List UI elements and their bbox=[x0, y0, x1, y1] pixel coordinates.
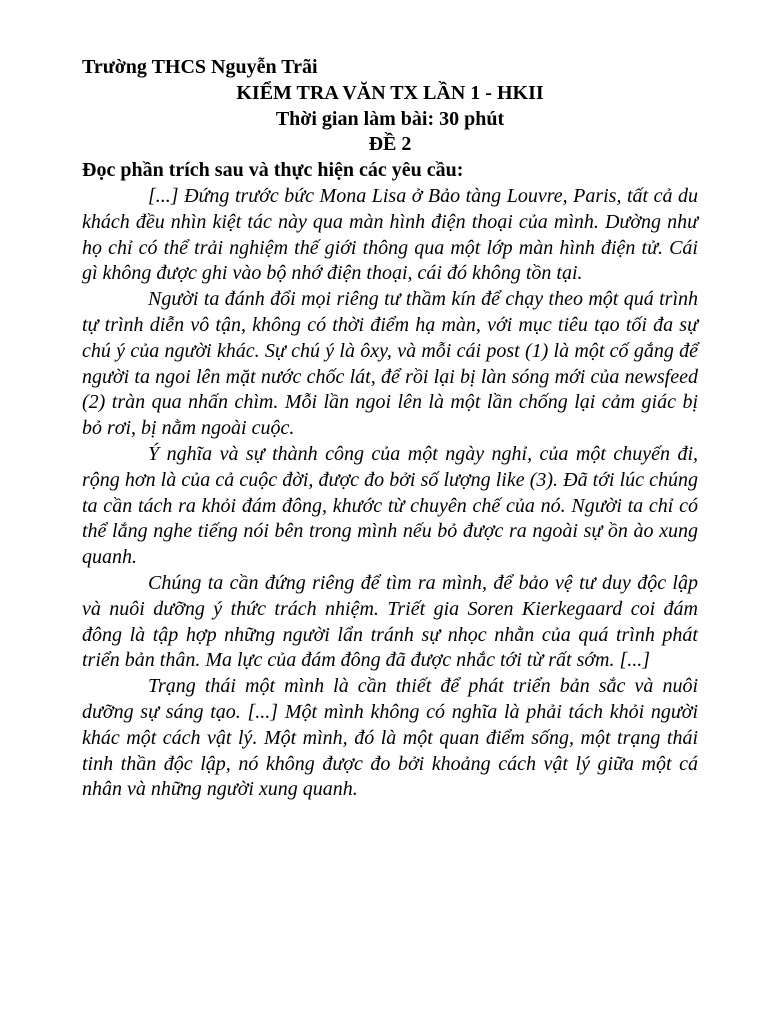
passage-paragraph-4: Chúng ta cần đứng riêng để tìm ra mình, để bảo vệ tư duy độc lập và nuôi dưỡng ý thức trách nhiệm. Triết gia Soren Kierkegaard coi đám đông là tập hợp những người lẩn tránh sự nhọc nhằn của quá trình phát triển bản thân. Ma lực của đám đông đã được nhắc tới từ rất sớm. [...] bbox=[82, 571, 698, 672]
reading-instruction: Đọc phần trích sau và thực hiện các yêu cầu: bbox=[82, 159, 464, 182]
exam-title: KIỂM TRA VĂN TX LẦN 1 - HKII bbox=[236, 81, 544, 104]
document-page bbox=[82, 55, 698, 803]
passage-paragraph-3: Ý nghĩa và sự thành công của một ngày nghỉ, của một chuyến đi, rộng hơn là của cả cuộc đời, được đo bởi số lượng like (3). Đã tới lúc chúng ta cần tách ra khỏi đám đông, khước từ chuyên chế của nó. Người ta chỉ có thể lắng nghe tiếng nói bên trong mình nếu bỏ được ra ngoài sự ồn ào xung quanh. bbox=[82, 442, 698, 569]
exam-code: ĐỀ 2 bbox=[368, 133, 412, 156]
passage-paragraph-5: Trạng thái một mình là cần thiết để phát triển bản sắc và nuôi dưỡng sự sáng tạo. [...] Một mình không có nghĩa là phải tách khỏi người khác một cách vật lý. Một mình, đó là một quan điểm sống, một trạng thái tinh thần độc lập, nó không được đo bởi khoảng cách vật lý giữa một cá nhân và những người xung quanh. bbox=[82, 675, 698, 801]
exam-duration: Thời gian làm bài: 30 phút bbox=[275, 107, 505, 130]
passage-paragraph-2: Người ta đánh đổi mọi riêng tư thầm kín để chạy theo một quá trình tự trình diễn vô tận, không có thời điểm hạ màn, với mục tiêu tạo tối đa sự chú ý của người khác. Sự chú ý là ôxy, và mỗi cái post (1) là một cố gắng để người ta ngoi lên mặt nước chốc lát, để rồi lại bị làn sóng mới của newsfeed (2) tràn qua nhấn chìm. Mỗi lần ngoi lên là một lần chống lại cảm giác bị bỏ rơi, bị nằm ngoài cuộc. bbox=[82, 288, 698, 440]
school-name: Trường THCS Nguyễn Trãi bbox=[82, 56, 318, 78]
passage-paragraph-1: [...] Đứng trước bức Mona Lisa ở Bảo tàng Louvre, Paris, tất cả du khách đều nhìn kiệt tác này qua màn hình điện thoại của mình. Dường như họ chỉ có thể trải nghiệm thế giới thông qua một lớp màn hình điện tử. Cái gì không được ghi vào bộ nhớ điện thoại, cái đó không tồn tại. bbox=[82, 184, 698, 285]
